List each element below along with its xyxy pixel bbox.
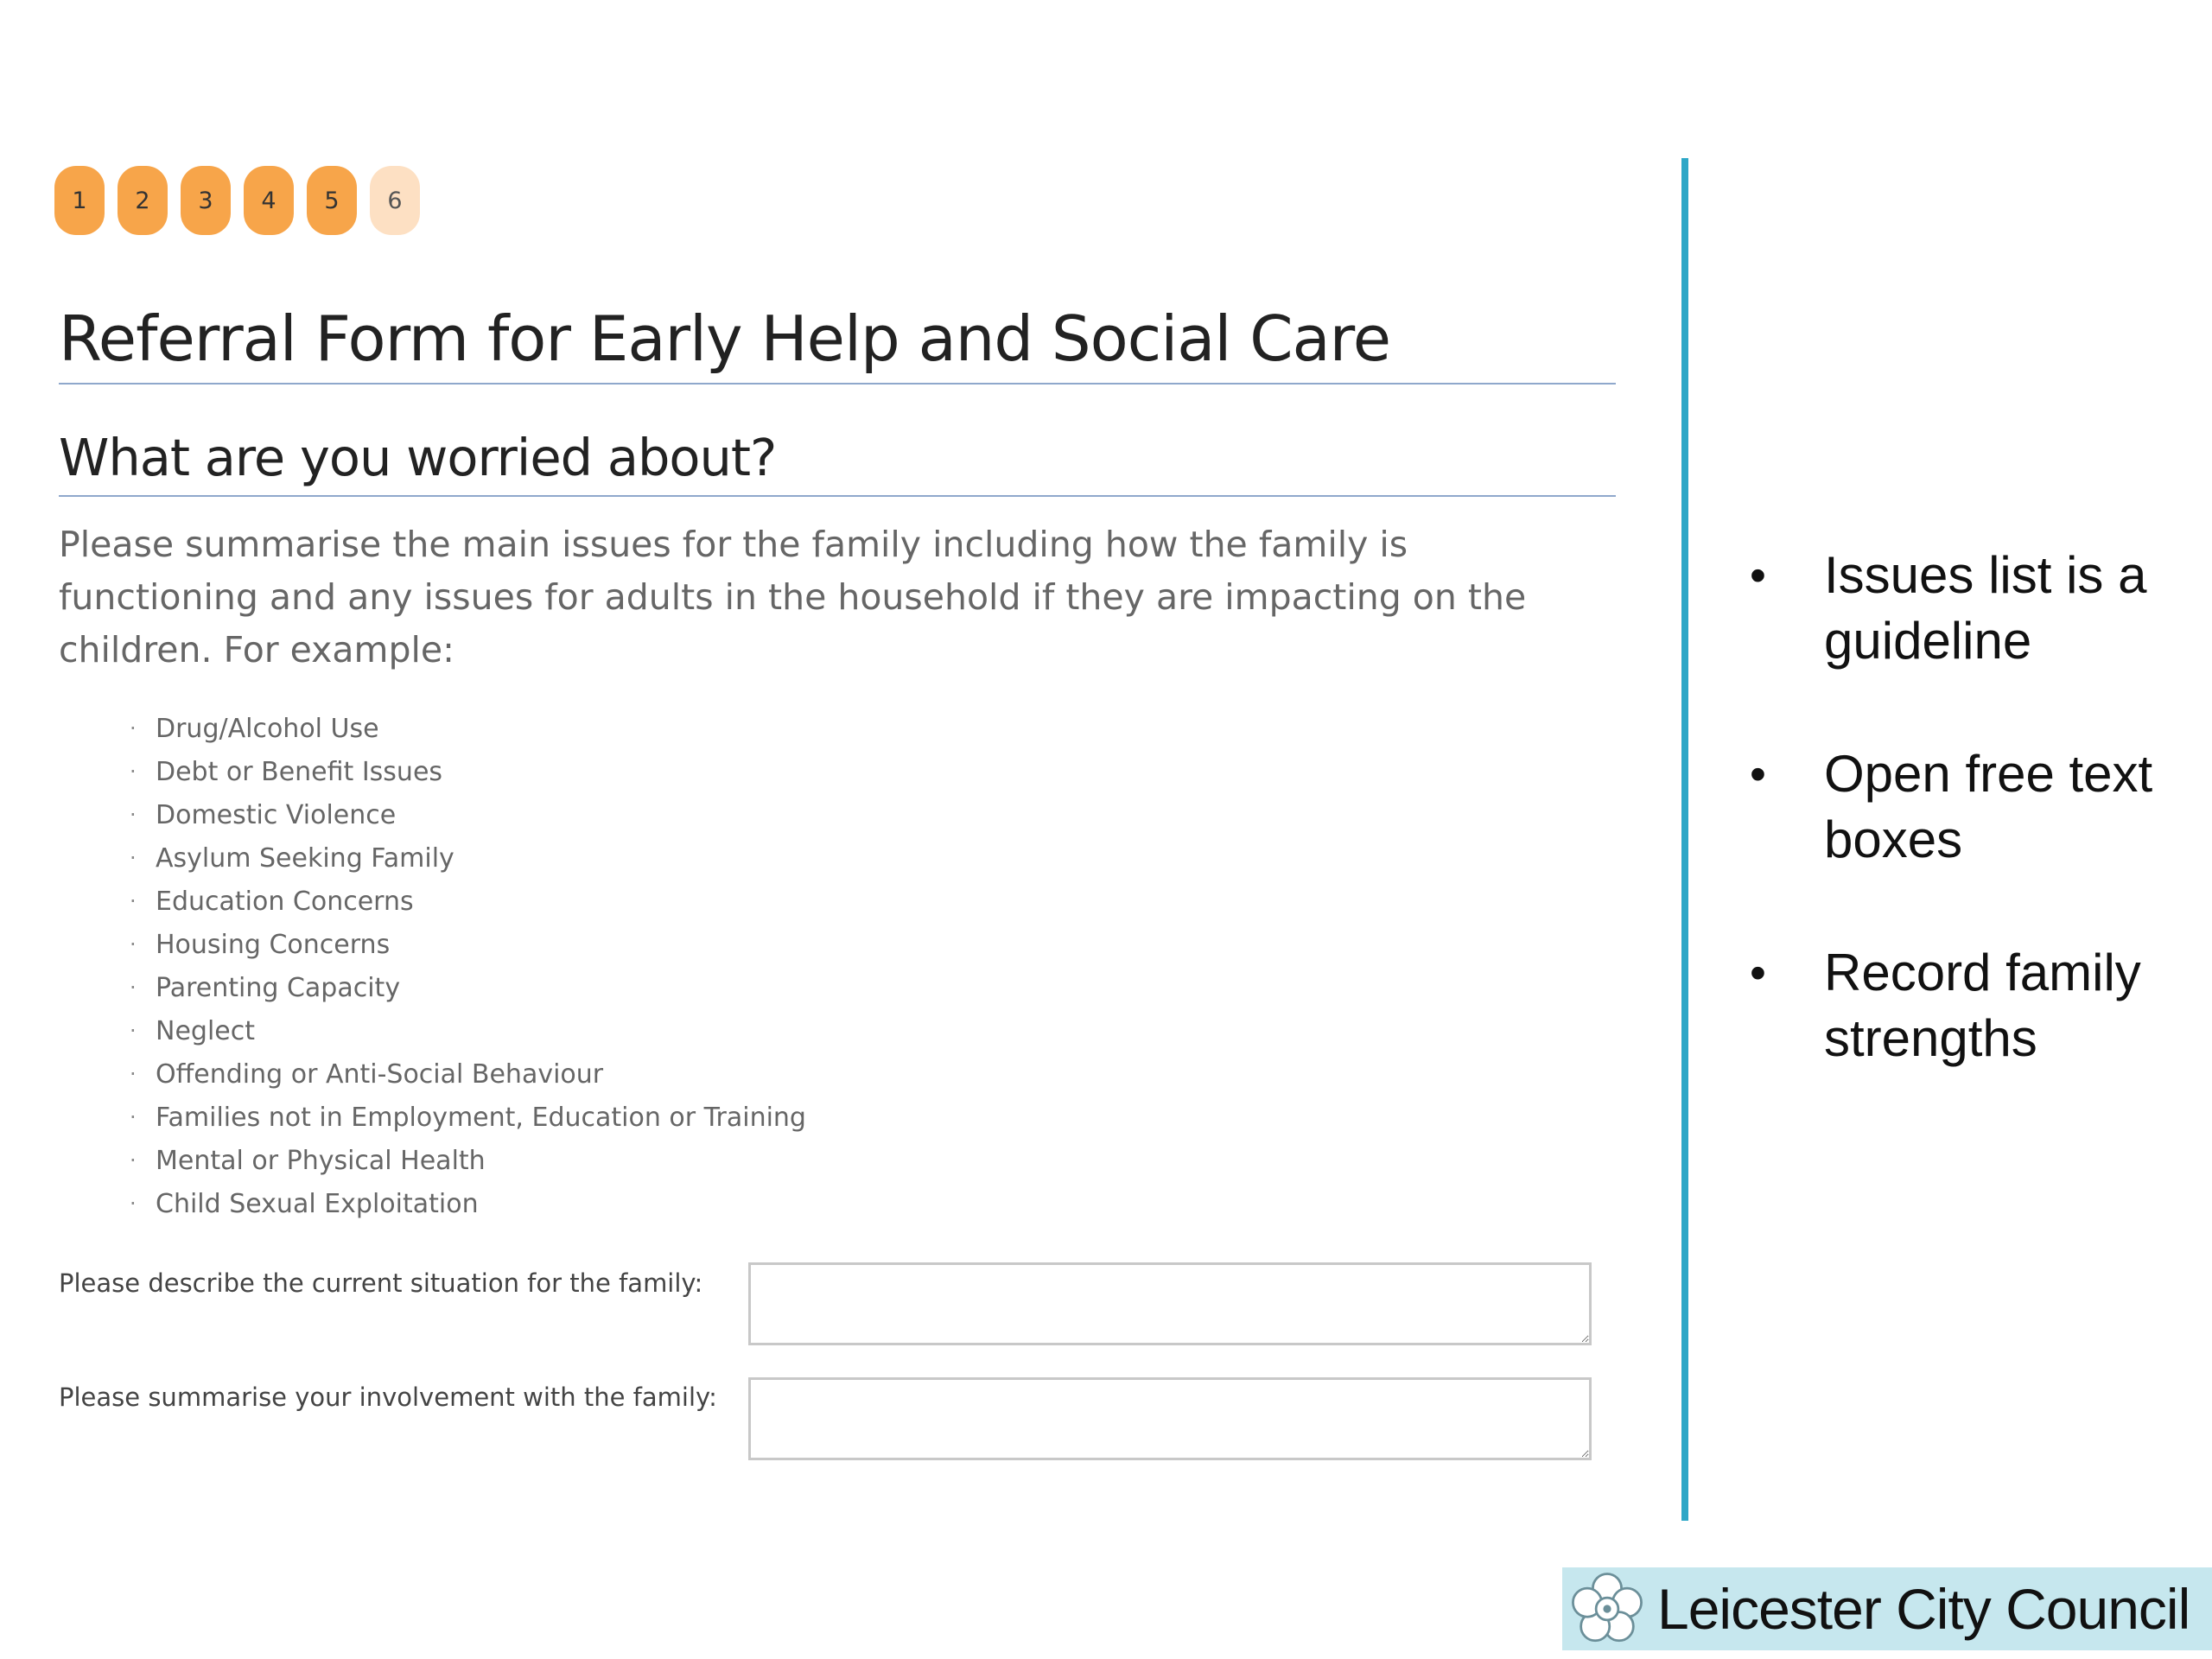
bullet-icon: ·	[130, 889, 137, 913]
list-item	[130, 1052, 806, 1096]
note-text: Open free text boxes	[1824, 745, 2153, 868]
step-3-button[interactable]: 3	[181, 166, 231, 235]
intro-text: Please summarise the main issues for the family including how the family is functioning and any issues for adults in the household if they are impacting on the children. For example:	[59, 524, 1527, 671]
list-item	[130, 1139, 806, 1182]
title-divider	[59, 383, 1616, 385]
notes-list	[1750, 543, 2182, 1139]
list-item-label: Families not in Employment, Education or Training	[156, 1102, 806, 1133]
step-1-button[interactable]: 1	[54, 166, 105, 235]
current-situation-field[interactable]	[748, 1262, 1592, 1345]
bullet-icon: ·	[130, 976, 137, 1000]
list-item-label: Education Concerns	[156, 886, 414, 917]
section-divider	[59, 495, 1616, 497]
involvement-field[interactable]	[748, 1377, 1592, 1460]
list-item-label: Offending or Anti-Social Behaviour	[156, 1058, 604, 1090]
list-item	[130, 880, 806, 923]
list-item	[130, 1009, 806, 1052]
step-5-button[interactable]: 5	[307, 166, 357, 235]
note-item	[1750, 543, 2182, 674]
flower-emblem-icon	[1567, 1569, 1647, 1649]
bullet-icon: ·	[130, 1148, 137, 1173]
bullet-icon: ·	[130, 1105, 137, 1129]
council-logo	[1562, 1567, 2212, 1650]
step-progress	[54, 166, 420, 235]
note-item	[1750, 741, 2182, 873]
note-item	[1750, 940, 2182, 1071]
list-item-label: Mental or Physical Health	[156, 1145, 486, 1176]
list-item	[130, 966, 806, 1009]
bullet-icon: ·	[130, 1062, 137, 1086]
bullet-icon: ·	[130, 1192, 137, 1216]
list-item	[130, 923, 806, 966]
bullet-icon: •	[1750, 947, 1766, 999]
note-text: Record family strengths	[1824, 944, 2141, 1067]
list-item-label: Child Sexual Exploitation	[156, 1188, 479, 1219]
list-item	[130, 836, 806, 880]
list-item-label: Domestic Violence	[156, 799, 397, 830]
bullet-icon: ·	[130, 760, 137, 784]
list-item-label: Drug/Alcohol Use	[156, 713, 379, 744]
bullet-icon: ·	[130, 846, 137, 870]
bullet-icon: •	[1750, 748, 1766, 800]
note-text: Issues list is a guideline	[1824, 546, 2147, 670]
list-item	[130, 707, 806, 750]
bullet-icon: ·	[130, 803, 137, 827]
list-item	[130, 750, 806, 793]
bullet-icon: ·	[130, 932, 137, 957]
list-item	[130, 1096, 806, 1139]
page-title: Referral Form for Early Help and Social Care	[59, 302, 1390, 375]
bullet-icon: •	[1750, 550, 1766, 601]
step-2-button[interactable]: 2	[118, 166, 168, 235]
list-item-label: Neglect	[156, 1015, 255, 1046]
involvement-label: Please summarise your involvement with the family:	[59, 1382, 717, 1412]
issues-list	[130, 707, 806, 1225]
list-item-label: Parenting Capacity	[156, 972, 401, 1003]
council-name: Leicester City Council	[1657, 1577, 2190, 1641]
vertical-divider	[1681, 158, 1688, 1521]
list-item	[130, 793, 806, 836]
list-item-label: Asylum Seeking Family	[156, 842, 454, 874]
list-item-label: Housing Concerns	[156, 929, 391, 960]
list-item	[130, 1182, 806, 1225]
step-6-button[interactable]: 6	[370, 166, 420, 235]
step-4-button[interactable]: 4	[244, 166, 294, 235]
bullet-icon: ·	[130, 716, 137, 741]
section-title: What are you worried about?	[59, 428, 777, 487]
current-situation-label: Please describe the current situation for the family:	[59, 1268, 703, 1298]
list-item-label: Debt or Benefit Issues	[156, 756, 443, 787]
bullet-icon: ·	[130, 1019, 137, 1043]
